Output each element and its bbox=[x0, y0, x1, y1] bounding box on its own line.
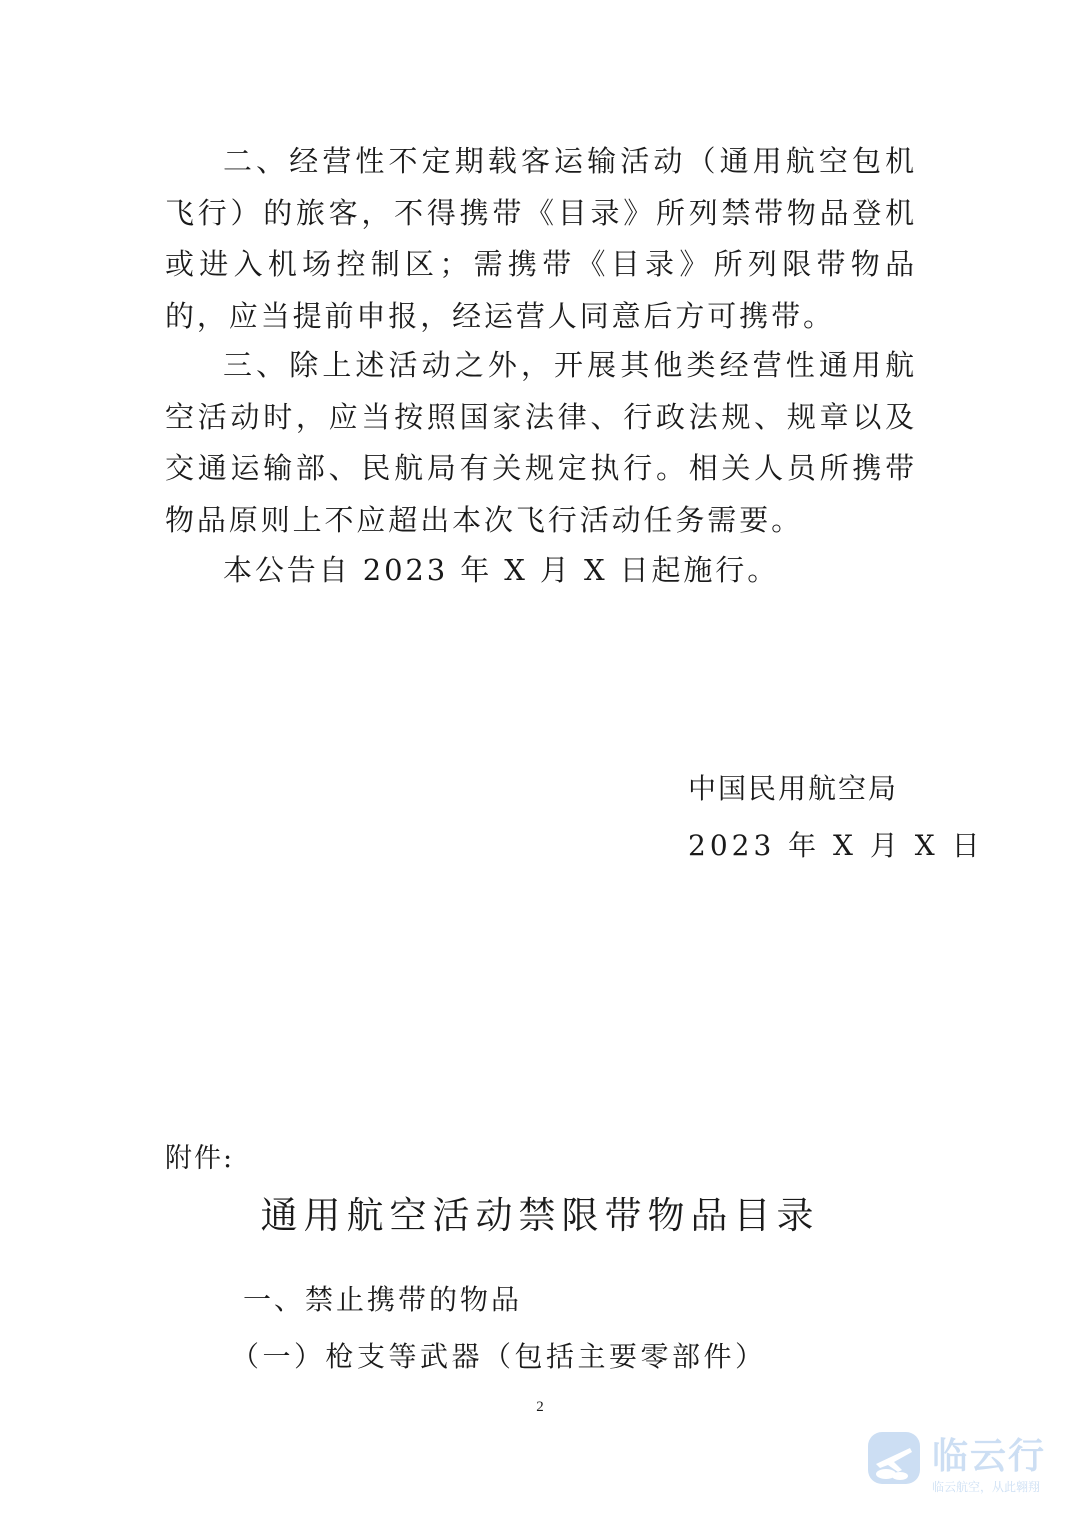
paragraph-3: 三、除上述活动之外，开展其他类经营性通用航空活动时，应当按照国家法律、行政法规、规章以及交通运输部、民航局有关规定执行。相关人员所携带物品原则上不应超出本次飞行活动任务需要。 bbox=[165, 348, 917, 537]
section-heading: 一、禁止携带的物品 bbox=[243, 1283, 523, 1316]
plane-logo-icon bbox=[866, 1430, 922, 1490]
watermark bbox=[866, 1426, 1066, 1506]
attachment-label: 附件: bbox=[165, 1143, 235, 1174]
effective-date-paragraph: 本公告自 2023 年 X 月 X 日起施行。 bbox=[223, 553, 780, 587]
watermark-brand: 临云行 bbox=[932, 1436, 1047, 1477]
page-number: 2 bbox=[536, 1399, 544, 1415]
watermark-slogan: 临云航空，从此翱翔 bbox=[932, 1480, 1041, 1494]
sub-heading: （一）枪支等武器（包括主要零部件） bbox=[231, 1340, 767, 1373]
paragraph-2: 二、经营性不定期载客运输活动（通用航空包机飞行）的旅客，不得携带《目录》所列禁带物品登机或进入机场控制区；需携带《目录》所列限带物品的，应当提前申报，经运营人同意后方可携带。 bbox=[165, 144, 917, 333]
signature-date: 2023 年 X 月 X 日 bbox=[688, 829, 984, 862]
attachment-title: 通用航空活动禁限带物品目录 bbox=[260, 1194, 820, 1237]
signature-org: 中国民用航空局 bbox=[688, 772, 899, 805]
